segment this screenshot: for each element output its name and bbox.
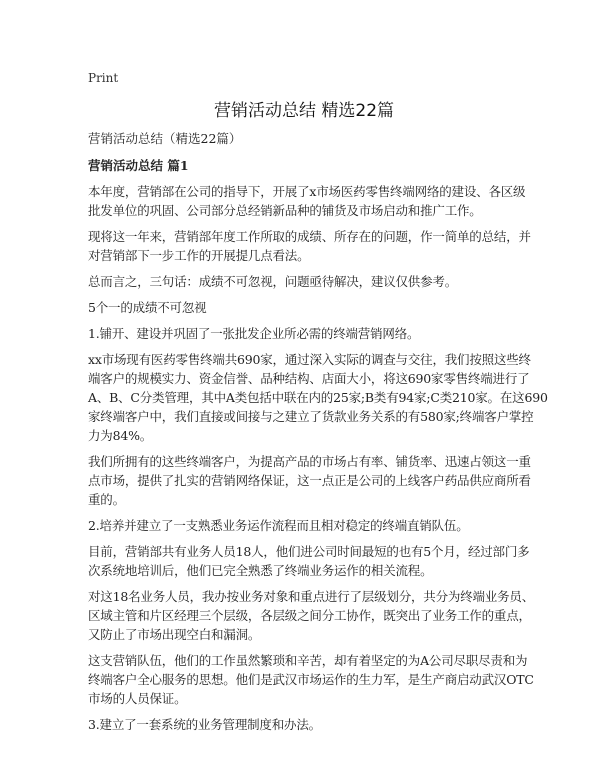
paragraph-line: 区域主管和片区经理三个层级，各层级之间分工协作，既突出了业务工作的重点， — [88, 608, 531, 623]
paragraph-line: 端客户的规模实力、资金信誉、品种结构、店面大小，将这690家零售终端进行了 — [88, 371, 530, 386]
document-page — [88, 70, 548, 734]
paragraph-line: 终端客户全心服务的思想。他们是武汉市场运作的生力军，是生产商启动武汉OTC — [88, 672, 534, 687]
page-title: 营销活动总结 精选22篇 — [213, 101, 395, 121]
paragraph-line: 目前，营销部共有业务人员18人，他们进公司时间最短的也有5个月，经过部门多 — [88, 544, 530, 559]
paragraph-line: 2.培养并建立了一支熟悉业务运作流程而且相对稳定的终端直销队伍。 — [88, 518, 469, 533]
paragraph — [88, 542, 528, 580]
paragraph — [88, 298, 528, 317]
paragraph-line: 这支营销队伍，他们的工作虽然繁琐和辛苦，却有着坚定的为A公司尽职尽责和为 — [88, 653, 528, 668]
paragraph — [88, 182, 528, 220]
paragraph-line: 次系统地培训后，他们已完全熟悉了终端业务运作的相关流程。 — [88, 563, 433, 578]
paragraph — [88, 651, 534, 708]
paragraph-line: 本年度，营销部在公司的指导下，开展了x市场医药零售终端网络的建设、各区级 — [88, 184, 526, 199]
document-body — [88, 182, 548, 734]
paragraph — [88, 715, 528, 734]
paragraph-line: 力为84%。 — [88, 428, 153, 443]
paragraph — [88, 227, 531, 265]
paragraph — [88, 516, 528, 535]
paragraph-line: xx市场现有医药零售终端共690家，通过深入实际的调查与交往，我们按照这些终 — [88, 352, 531, 367]
paragraph-line: 又防止了市场出现空白和漏洞。 — [88, 627, 261, 642]
paragraph-line: 对营销部下一步工作的开展提几点看法。 — [88, 248, 310, 263]
print-link[interactable]: Print — [88, 71, 119, 85]
paragraph — [88, 587, 535, 644]
paragraph-line: 点市场，提供了扎实的营销网络保证，这一点正是公司的上线客户药品供应商所看 — [88, 473, 531, 488]
paragraph — [88, 452, 531, 509]
paragraph-line: 总而言之，三句话：成绩不可忽视，问题亟待解决，建议仅供参考。 — [88, 274, 458, 289]
paragraph — [88, 324, 528, 343]
paragraph-line: 市场的人员保证。 — [88, 691, 187, 706]
paragraph-line: 1.铺开、建设并巩固了一张批发企业所必需的终端营销网络。 — [88, 326, 420, 341]
paragraph — [88, 350, 548, 445]
paragraph-line: 现将这一年来，营销部年度工作所取的成绩、所存在的问题，作一简单的总结，并 — [88, 229, 531, 244]
document-subtitle: 营销活动总结（精选22篇） — [88, 131, 242, 146]
paragraph-line: 3.建立了一套系统的业务管理制度和办法。 — [88, 717, 321, 732]
paragraph-line: A、B、C分类管理，其中A类包括中联在内的25家;B类有94家;C类210家。在这690 — [88, 390, 548, 405]
paragraph-line: 我们所拥有的这些终端客户，为提高产品的市场占有率、铺货率、迅速占领这一重 — [88, 454, 531, 469]
paragraph-line: 5个一的成绩不可忽视 — [88, 300, 207, 315]
paragraph-line: 批发单位的巩固、公司部分总经销新品种的铺货及市场启动和推广工作。 — [88, 203, 482, 218]
section-heading: 营销活动总结 篇1 — [88, 158, 189, 173]
paragraph-line: 重的。 — [88, 492, 125, 507]
paragraph-line: 对这18名业务人员，我办按业务对象和重点进行了层级划分，共分为终端业务员、 — [88, 589, 535, 604]
paragraph-line: 家终端客户中，我们直接或间接与之建立了货款业务关系的有580家;终端客户掌控 — [88, 409, 534, 424]
paragraph — [88, 272, 528, 291]
